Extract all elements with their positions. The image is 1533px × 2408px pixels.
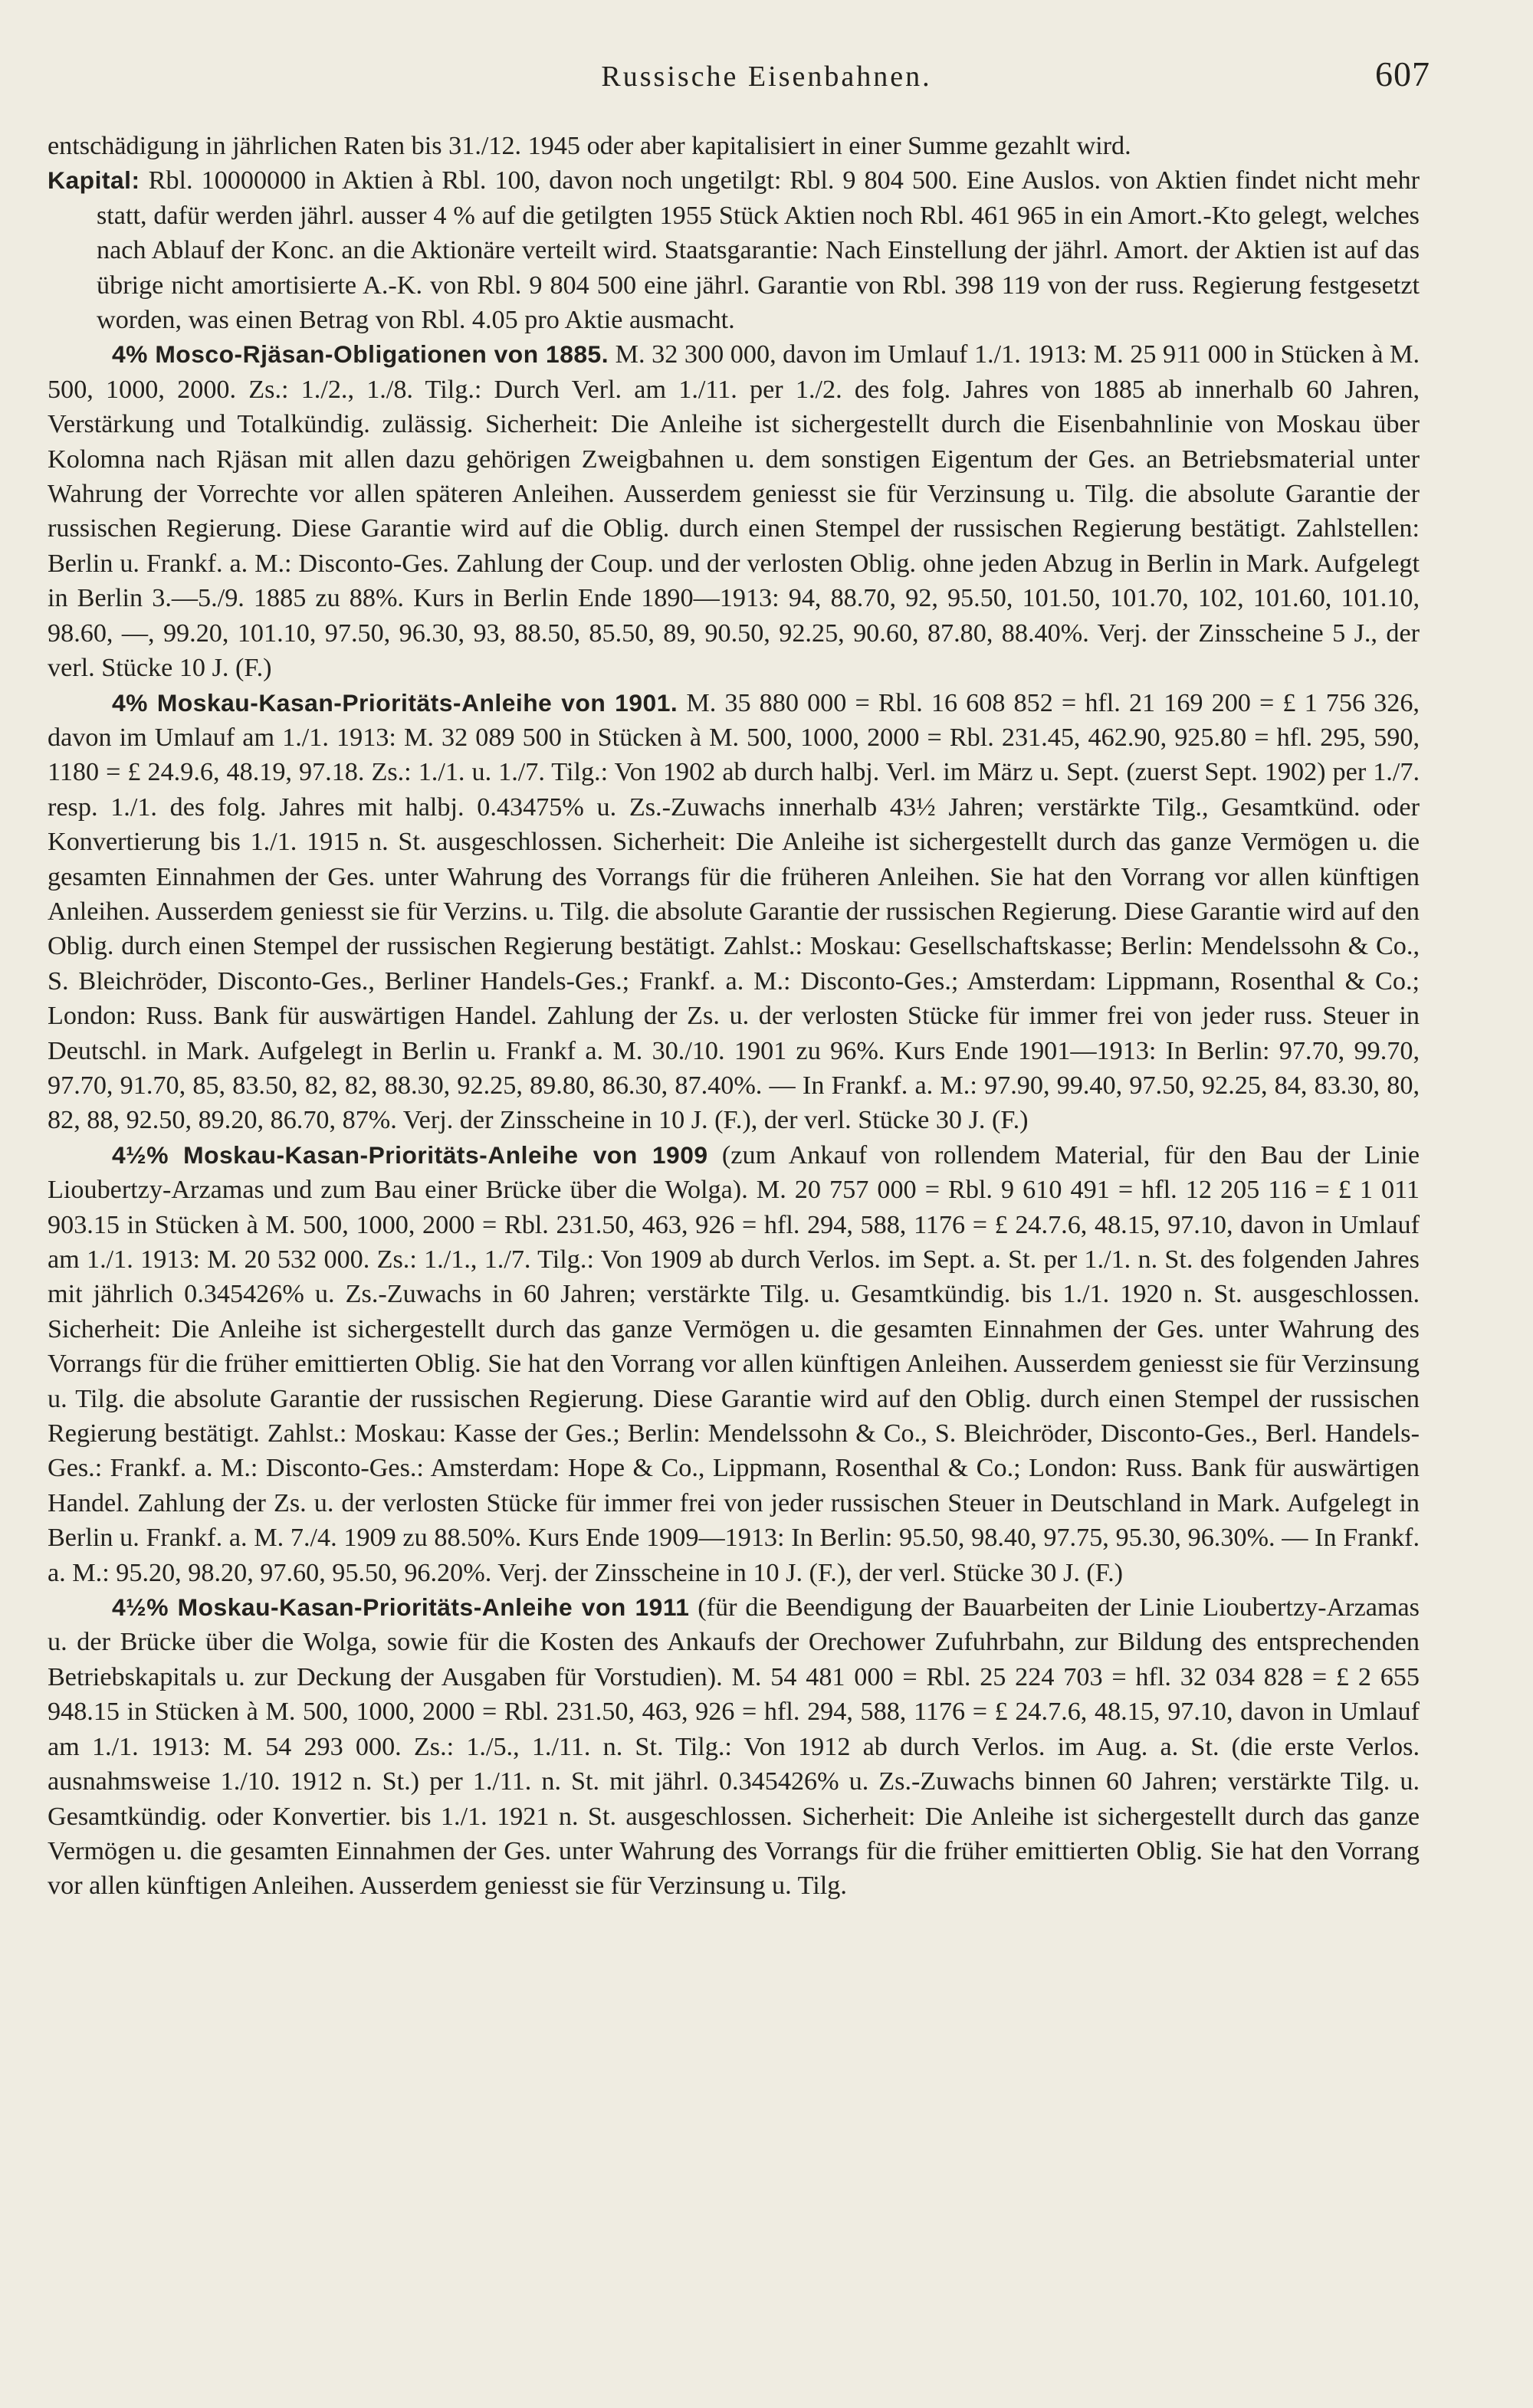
body-text [48, 129, 1420, 1904]
paragraph-text: Rbl. 10000000 in Aktien à Rbl. 100, davon noch ungetilgt: Rbl. 9 804 500. Eine Auslos. von Aktien findet nicht mehr statt, dafür werden jährl. ausser 4 % auf die getilgten 1955 Stück Aktien noch Rbl. 461 965 in ein Amort.-Kto gelegt, welches nach Ablauf der Konc. an die Aktionäre verteilt wird. Staatsgarantie: Nach Einstellung der jährl. Amort. der Aktien ist auf das übrige nicht amortisierte A.-K. von Rbl. 9 804 500 eine jährl. Garantie von Rbl. 398 119 von der russ. Regierung festgesetzt worden, was einen Betrag von Rbl. 4.05 pro Aktie ausmacht. [97, 166, 1420, 335]
paragraph-moskau-kasan-1911 [48, 1590, 1420, 1904]
paragraph-moskau-kasan-1901 [48, 686, 1420, 1138]
paragraph-text: (zum Ankauf von rollendem Material, für den Bau der Linie Lioubertzy-Arzamas und zum Bau einer Brücke über die Wolga). M. 20 757 000 = Rbl. 9 610 491 = hfl. 12 205 116 = £ 1 011 903.15 in Stücken à M. 500, 1000, 2000 = Rbl. 231.50, 463, 926 = hfl. 294, 588, 1176 = £ 24.7.6, 48.15, 97.10, davon in Umlauf am 1./1. 1913: M. 20 532 000. Zs.: 1./1., 1./7. Tilg.: Von 1909 ab durch Verlos. im Sept. a. St. per 1./1. n. St. des folgenden Jahres mit jährlich 0.345426% u. Zs.-Zuwachs in 60 Jahren; verstärkte Tilg. u. Gesamtkündig. bis 1./1. 1920 n. St. ausgeschlossen. Sicherheit: Die Anleihe ist sichergestellt durch das ganze Vermögen u. die gesamten Einnahmen der Ges. unter Wahrung des Vorrangs für die früher emittierten Oblig. Sie hat den Vorrang vor allen künftigen Anleihen. Ausserdem geniesst sie für Verzinsung u. Tilg. die absolute Garantie der russischen Regierung. Diese Garantie wird auf den Oblig. durch einen Stempel der russischen Regierung bestätigt. Zahlst.: Moskau: Kasse der Ges.; Berlin: Mendelssohn & Co., S. Bleichröder, Disconto-Ges., Berl. Handels-Ges.: Frankf. a. M.: Disconto-Ges.: Amsterdam: Hope & Co., Lippmann, Rosenthal & Co.; London: Russ. Bank für auswärtigen Handel. Zahlung der Zs. u. der verlosten Stücke für immer frei von jeder russischen Steuer in Deutschland in Mark. Aufgelegt in Berlin u. Frankf. a. M. 7./4. 1909 zu 88.50%. Kurs Ende 1909—1913: In Berlin: 95.50, 98.40, 97.75, 95.30, 96.30%. — In Frankf. a. M.: 95.20, 98.20, 97.60, 95.50, 96.20%. Verj. der Zinsscheine in 10 J. (F.), der verl. Stücke 30 J. (F.) [48, 1140, 1420, 1587]
paragraph-text: (für die Beendigung der Bauarbeiten der Linie Lioubertzy-Arzamas u. der Brücke über die Wolga, sowie für die Kosten des Ankaufs der Orechower Zufuhrbahn, zur Bildung des entsprechenden Betriebskapitals u. zur Deckung der Ausgaben für Vorstudien). M. 54 481 000 = Rbl. 25 224 703 = hfl. 32 034 828 = £ 2 655 948.15 in Stücken à M. 500, 1000, 2000 = Rbl. 231.50, 463, 926 = hfl. 294, 588, 1176 = £ 24.7.6, 48.15, 97.10, davon in Umlauf am 1./1. 1913: M. 54 293 000. Zs.: 1./5., 1./11. n. St. Tilg.: Von 1912 ab durch Verlos. im Aug. a. St. (die erste Verlos. ausnahmsweise 1./10. 1912 n. St.) per 1./11. n. St. mit jährl. 0.345426% u. Zs.-Zuwachs binnen 60 Jahren; verstärkte Tilg. u. Gesamtkündig. oder Konvertier. bis 1./1. 1921 n. St. ausgeschlossen. Sicherheit: Die Anleihe ist sichergestellt durch das ganze Vermögen u. die gesamten Einnahmen der Ges. unter Wahrung des Vorrangs für die früher emittierten Oblig. Sie hat den Vorrang vor allen künftigen Anleihen. Ausserdem geniesst sie für Verzinsung u. Tilg. [48, 1593, 1420, 1901]
paragraph-text: M. 35 880 000 = Rbl. 16 608 852 = hfl. 21 169 200 = £ 1 756 326, davon im Umlauf am 1./1. 1913: M. 32 089 500 in Stücken à M. 500, 1000, 2000 = Rbl. 231.45, 462.90, 925.80 = hfl. 295, 590, 1180 = £ 24.9.6, 48.19, 97.18. Zs.: 1./1. u. 1./7. Tilg.: Von 1902 ab durch halbj. Verl. im März u. Sept. (zuerst Sept. 1902) per 1./7. resp. 1./1. des folg. Jahres mit halbj. 0.43475% u. Zs.-Zuwachs innerhalb 43½ Jahren; verstärkte Tilg., Gesamtkünd. oder Konvertierung bis 1./1. 1915 n. St. ausgeschlossen. Sicherheit: Die Anleihe ist sichergestellt durch das ganze Vermögen u. die gesamten Einnahmen der Ges. unter Wahrung des Vorrangs für die früheren Anleihen. Sie hat den Vorrang vor allen künftigen Anleihen. Ausserdem geniesst sie für Verzins. u. Tilg. die absolute Garantie der russischen Regierung. Diese Garantie wird auf den Oblig. durch einen Stempel der russischen Regierung bestätigt. Zahlst.: Moskau: Gesellschaftskasse; Berlin: Mendelssohn & Co., S. Bleichröder, Disconto-Ges., Berliner Handels-Ges.; Frankf. a. M.: Disconto-Ges.; Amsterdam: Lippmann, Rosenthal & Co.; London: Russ. Bank für auswärtigen Handel. Zahlung der Zs. u. der verlosten Stücke für immer frei von jeder russ. Steuer in Deutschl. in Mark. Aufgelegt in Berlin u. Frankf a. M. 30./10. 1901 zu 96%. Kurs Ende 1901—1913: In Berlin: 97.70, 99.70, 97.70, 91.70, 85, 83.50, 82, 82, 88.30, 92.25, 89.80, 86.30, 87.40%. — In Frankf. a. M.: 97.90, 99.40, 97.50, 92.25, 84, 83.30, 80, 82, 88, 92.50, 89.20, 86.70, 87%. Verj. der Zinsscheine in 10 J. (F.), der verl. Stücke 30 J. (F.) [48, 688, 1420, 1135]
paragraph-heading: 4½% Moskau-Kasan-Prioritäts-Anleihe von 1911 [112, 1593, 690, 1622]
paragraph-mosco-rjasan [48, 337, 1420, 685]
running-title: Russische Eisenbahnen. [601, 61, 932, 93]
paragraph-continuation [48, 129, 1420, 163]
paragraph-heading: 4% Mosco-Rjäsan-Obligationen von 1885. [112, 340, 609, 369]
paragraph-heading: Kapital: [48, 166, 140, 195]
paragraph-text: entschädigung in jährlichen Raten bis 31./12. 1945 oder aber kapitalisiert in einer Summe gezahlt wird. [48, 132, 1131, 160]
paragraph-kapital [48, 163, 1420, 337]
paragraph-heading: 4½% Moskau-Kasan-Prioritäts-Anleihe von 1909 [112, 1140, 708, 1169]
paragraph-text: M. 32 300 000, davon im Umlauf 1./1. 1913: M. 25 911 000 in Stücken à M. 500, 1000, 2000. Zs.: 1./2., 1./8. Tilg.: Durch Verl. am 1./11. per 1./2. des folg. Jahres von 1885 ab innerhalb 60 Jahren, Verstärkung und Totalkündig. zulässig. Sicherheit: Die Anleihe ist sichergestellt durch die Eisenbahnlinie von Moskau über Kolomna nach Rjäsan mit allen dazu gehörigen Zweigbahnen u. dem sonstigen Eigentum der Ges. an Betriebsmaterial unter Wahrung der Vorrechte vor allen späteren Anleihen. Ausserdem geniesst sie für Verzinsung u. Tilg. die absolute Garantie der russischen Regierung. Diese Garantie wird auf die Oblig. durch einen Stempel der russischen Regierung bestätigt. Zahlstellen: Berlin u. Frankf. a. M.: Disconto-Ges. Zahlung der Coup. und der verlosten Oblig. ohne jeden Abzug in Berlin in Mark. Aufgelegt in Berlin 3.—5./9. 1885 zu 88%. Kurs in Berlin Ende 1890—1913: 94, 88.70, 92, 95.50, 101.50, 101.70, 102, 101.60, 101.10, 98.60, —, 99.20, 101.10, 97.50, 96.30, 93, 88.50, 85.50, 89, 90.50, 92.25, 90.60, 87.80, 88.40%. Verj. der Zinsscheine 5 J., der verl. Stücke 10 J. (F.) [48, 340, 1420, 683]
running-header [0, 54, 1533, 107]
page-number: 607 [1375, 54, 1430, 93]
paragraph-heading: 4% Moskau-Kasan-Prioritäts-Anleihe von 1901. [112, 688, 678, 717]
paragraph-moskau-kasan-1909 [48, 1138, 1420, 1590]
